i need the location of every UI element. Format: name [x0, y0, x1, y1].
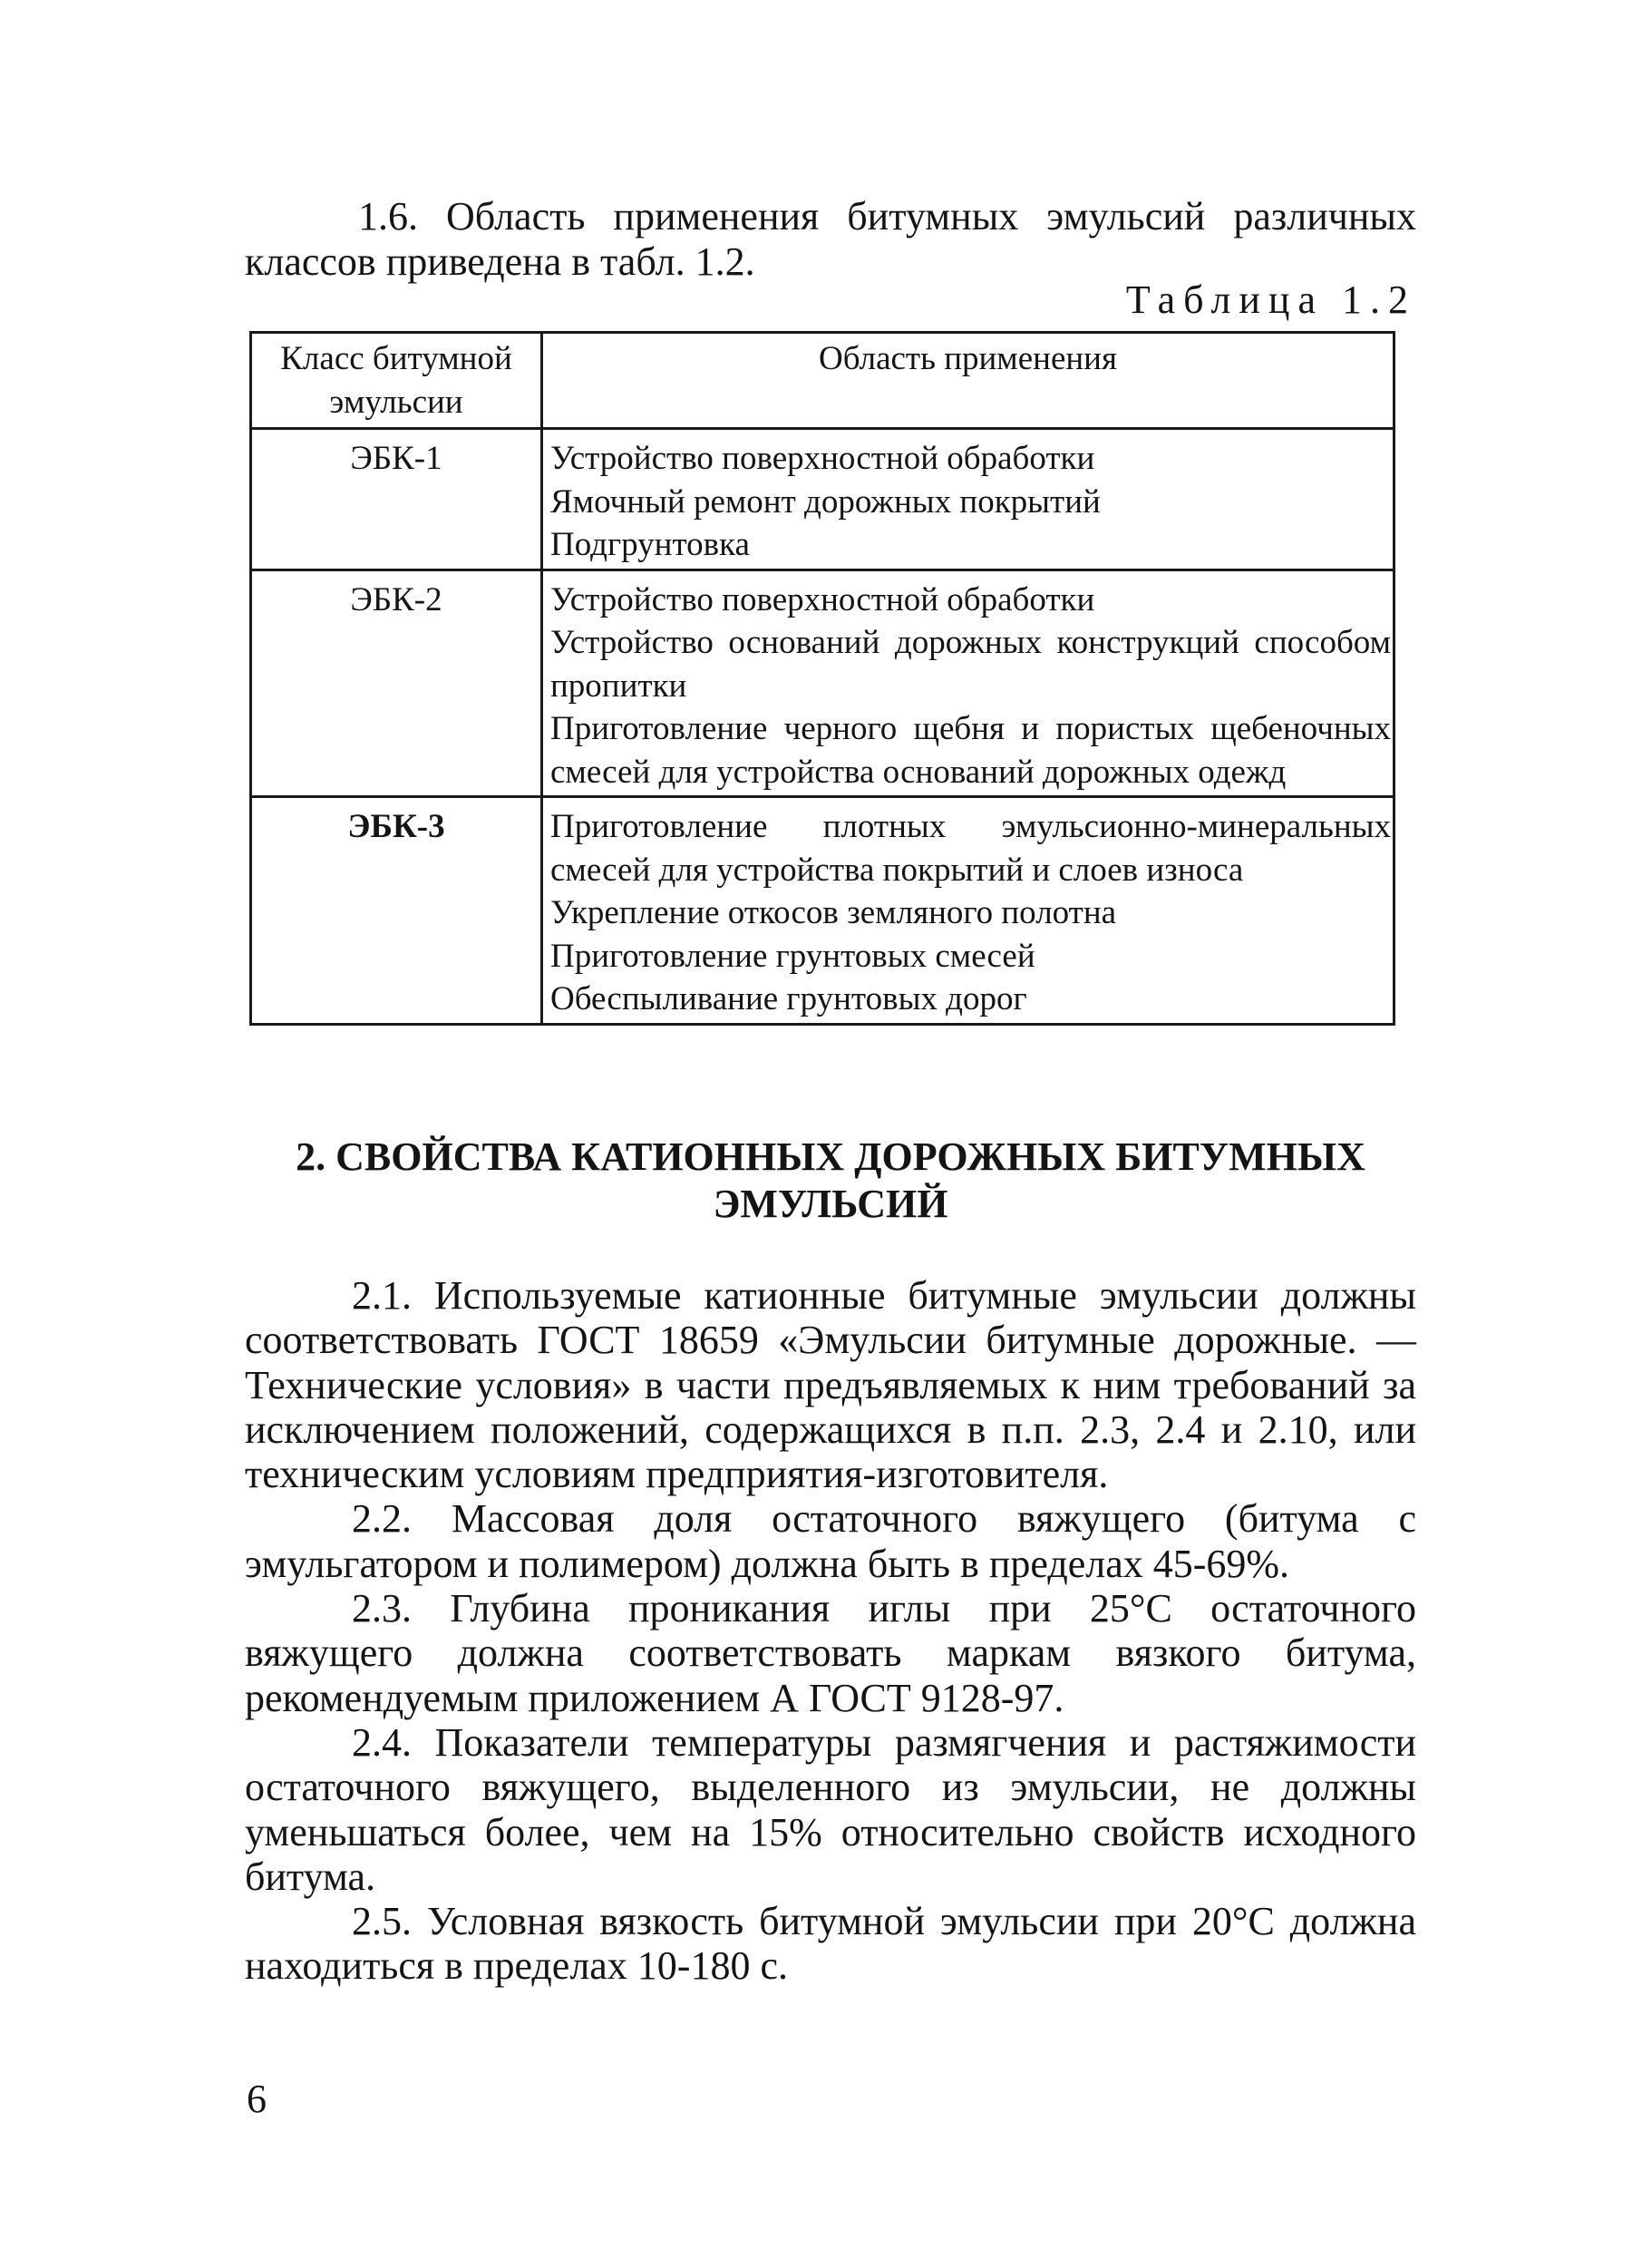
table-row — [251, 429, 1394, 570]
application-item: Устройство поверхностной обработки — [550, 580, 1095, 618]
table-caption: Таблица 1.2 — [1125, 277, 1416, 322]
emulsion-class-cell: ЭБК-1 — [251, 429, 542, 570]
paragraph-2-5: 2.5. Условная вязкость битумной эмульсии при 20°С должна находиться в пределах 10-180 с. — [245, 1899, 1416, 1989]
table-row — [251, 569, 1394, 797]
header-emulsion-class: Класс битумной эмульсии — [251, 333, 542, 429]
application-item: Приготовление грунтовых смесей — [550, 937, 1035, 975]
application-area-cell — [542, 569, 1394, 797]
header-application-area: Область применения — [542, 333, 1394, 429]
table-header-row — [251, 333, 1394, 429]
paragraph-2-4: 2.4. Показатели температуры размягчения и растяжимости остаточного вяжущего, выделенного из эмульсии, не должны уменьшаться более, чем на 15% относительно свойств исходного битума. — [245, 1719, 1416, 1899]
paragraph-2-1: 2.1. Используемые катионные битумные эмульсии должны соответствовать ГОСТ 18659 «Эмульсии битумные дорожные. — Технические условия» в части предъявляемых к ним требований за исключением положений, содержащихся в п.п. 2.3, 2.4 и 2.10, или техническим условиям предприятия-изготовителя. — [245, 1273, 1416, 1497]
application-item: Устройство поверхностной обработки — [550, 440, 1095, 477]
application-table — [249, 331, 1395, 1026]
table-row — [251, 797, 1394, 1025]
paragraph-2-2: 2.2. Массовая доля остаточного вяжущего (битума с эмульгатором и полимером) должна быть в пределах 45-69%. — [245, 1496, 1416, 1586]
intro-paragraph: 1.6. Область применения битумных эмульсий различных классов приведена в табл. 1.2. — [245, 194, 1416, 284]
application-item: Укрепление откосов земляного полотна — [550, 894, 1117, 931]
application-item: Устройство оснований дорожных конструкций способом пропитки — [550, 624, 1391, 705]
emulsion-class-cell: ЭБК-3 — [251, 797, 542, 1025]
application-area-cell — [542, 797, 1394, 1025]
application-item: Приготовление плотных эмульсионно-минеральных смесей для устройства покрытий и слоев износа — [550, 808, 1391, 889]
application-item: Обеспыливание грунтовых дорог — [550, 980, 1027, 1017]
emulsion-class-cell: ЭБК-2 — [251, 569, 542, 797]
application-item: Приготовление черного щебня и пористых щебеночных смесей для устройства оснований дорожных одежд — [550, 710, 1391, 791]
paragraph-2-3: 2.3. Глубина проникания иглы при 25°С остаточного вяжущего должна соответствовать маркам вязкого битума, рекомендуемым приложением А ГОСТ 9128-97. — [245, 1586, 1416, 1720]
application-item: Подгрунтовка — [550, 526, 750, 563]
page-number: 6 — [247, 2077, 267, 2121]
application-area-cell — [542, 429, 1394, 570]
section-body — [245, 1273, 1416, 1989]
section-title: 2. СВОЙСТВА КАТИОННЫХ ДОРОЖНЫХ БИТУМНЫХ ЭМУЛЬСИЙ — [296, 1134, 1365, 1226]
application-item: Ямочный ремонт дорожных покрытий — [550, 482, 1101, 521]
